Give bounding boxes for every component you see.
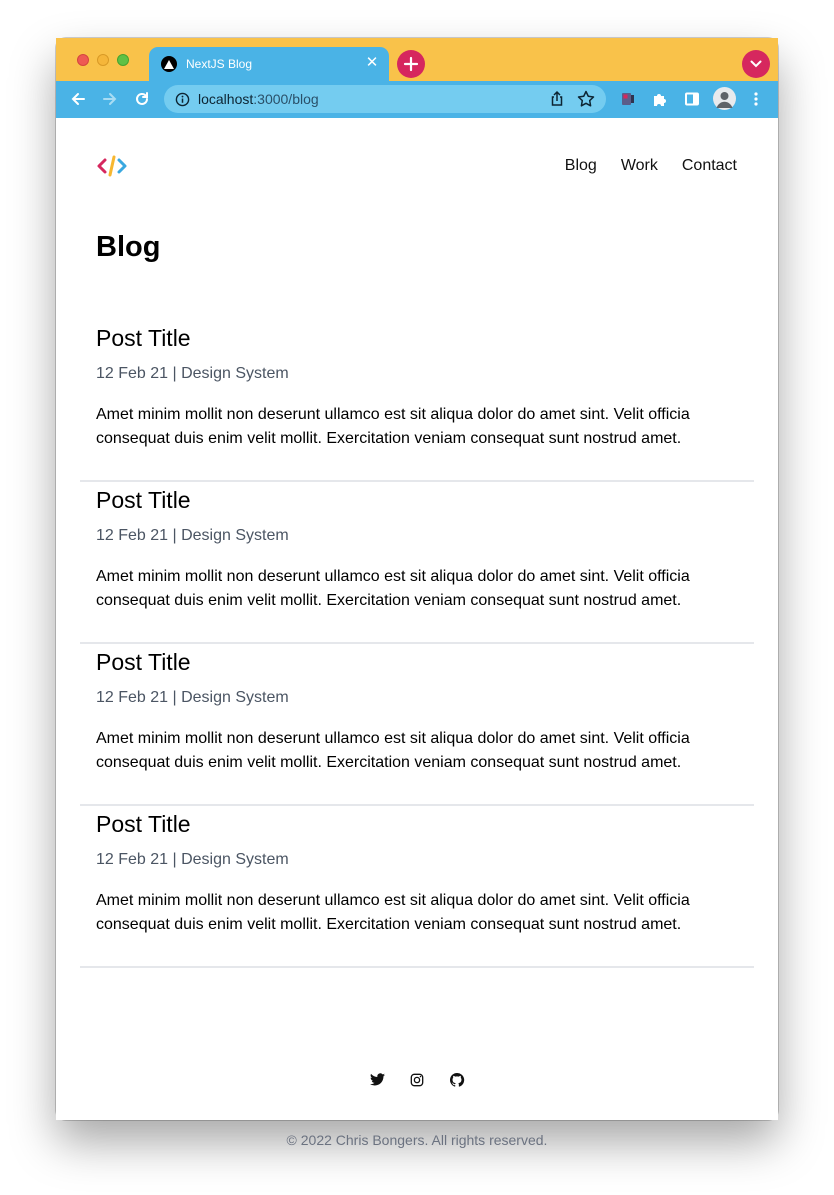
new-tab-button[interactable] [397, 50, 425, 78]
close-icon[interactable]: ✕ [365, 54, 379, 71]
url-host: localhost [198, 91, 254, 107]
post-meta: 12 Feb 21 | Design System [96, 689, 289, 706]
address-bar[interactable] [164, 85, 606, 113]
page-title: Blog [96, 231, 161, 263]
post-meta: 12 Feb 21 | Design System [96, 527, 289, 544]
extensions-puzzle-icon[interactable] [650, 89, 670, 109]
nav-contact[interactable]: Contact [681, 157, 737, 174]
post-title[interactable]: Post Title [96, 487, 191, 513]
twitter-icon[interactable] [370, 1072, 385, 1087]
post-excerpt: Amet minim mollit non deserunt ullamco est sit aliqua dolor do amet sint. Velit officia consequat duis enim velit mollit. Exercitation veniam consequat sunt nostrud amet. [96, 892, 690, 933]
post-item[interactable] [80, 644, 754, 806]
browser-window [56, 38, 778, 1148]
post-excerpt: Amet minim mollit non deserunt ullamco est sit aliqua dolor do amet sint. Velit officia consequat duis enim velit mollit. Exercitation veniam consequat sunt nostrud amet. [96, 406, 690, 447]
footer-copyright: © 2022 Chris Bongers. All rights reserved. [286, 1132, 548, 1148]
tab-title: NextJS Blog [186, 57, 253, 71]
plus-icon [404, 57, 418, 71]
post-item[interactable] [80, 482, 754, 644]
main-nav [565, 157, 737, 175]
post-excerpt: Amet minim mollit non deserunt ullamco est sit aliqua dolor do amet sint. Velit officia consequat duis enim velit mollit. Exercitation veniam consequat sunt nostrud amet. [96, 730, 690, 771]
close-window-button[interactable] [77, 54, 89, 66]
vercel-icon [161, 56, 177, 72]
reload-icon[interactable] [132, 89, 152, 109]
tab-strip [56, 38, 778, 81]
nav-work[interactable]: Work [620, 157, 658, 174]
chevron-down-icon [750, 60, 762, 68]
post-item[interactable] [80, 320, 754, 482]
post-title[interactable]: Post Title [96, 811, 191, 837]
more-menu-icon[interactable] [746, 89, 766, 109]
page-content [56, 118, 778, 1148]
github-icon[interactable] [450, 1072, 465, 1087]
side-panel-icon[interactable] [682, 89, 702, 109]
profile-avatar[interactable] [713, 87, 736, 110]
post-list [80, 320, 754, 968]
tab-search-button[interactable] [742, 50, 770, 78]
share-icon[interactable] [548, 90, 566, 108]
post-meta: 12 Feb 21 | Design System [96, 851, 289, 868]
minimize-window-button[interactable] [97, 54, 109, 66]
browser-tab[interactable] [149, 47, 389, 81]
url-text[interactable] [198, 91, 319, 107]
post-meta: 12 Feb 21 | Design System [96, 365, 289, 382]
url-path: :3000/blog [253, 91, 319, 107]
zoom-window-button[interactable] [117, 54, 129, 66]
social-links [56, 1072, 778, 1087]
bookmark-star-icon[interactable] [576, 89, 596, 109]
post-item[interactable] [80, 806, 754, 968]
code-logo-icon[interactable] [96, 154, 128, 178]
back-icon[interactable] [68, 89, 88, 109]
nav-blog[interactable]: Blog [564, 157, 597, 174]
info-icon[interactable] [174, 91, 190, 107]
forward-icon[interactable] [100, 89, 120, 109]
extension-book-icon[interactable] [618, 89, 638, 109]
post-excerpt: Amet minim mollit non deserunt ullamco est sit aliqua dolor do amet sint. Velit officia consequat duis enim velit mollit. Exercitation veniam consequat sunt nostrud amet. [96, 568, 690, 609]
post-title[interactable]: Post Title [96, 325, 191, 351]
browser-toolbar [56, 81, 778, 118]
post-title[interactable]: Post Title [96, 649, 191, 675]
instagram-icon[interactable] [410, 1072, 425, 1087]
